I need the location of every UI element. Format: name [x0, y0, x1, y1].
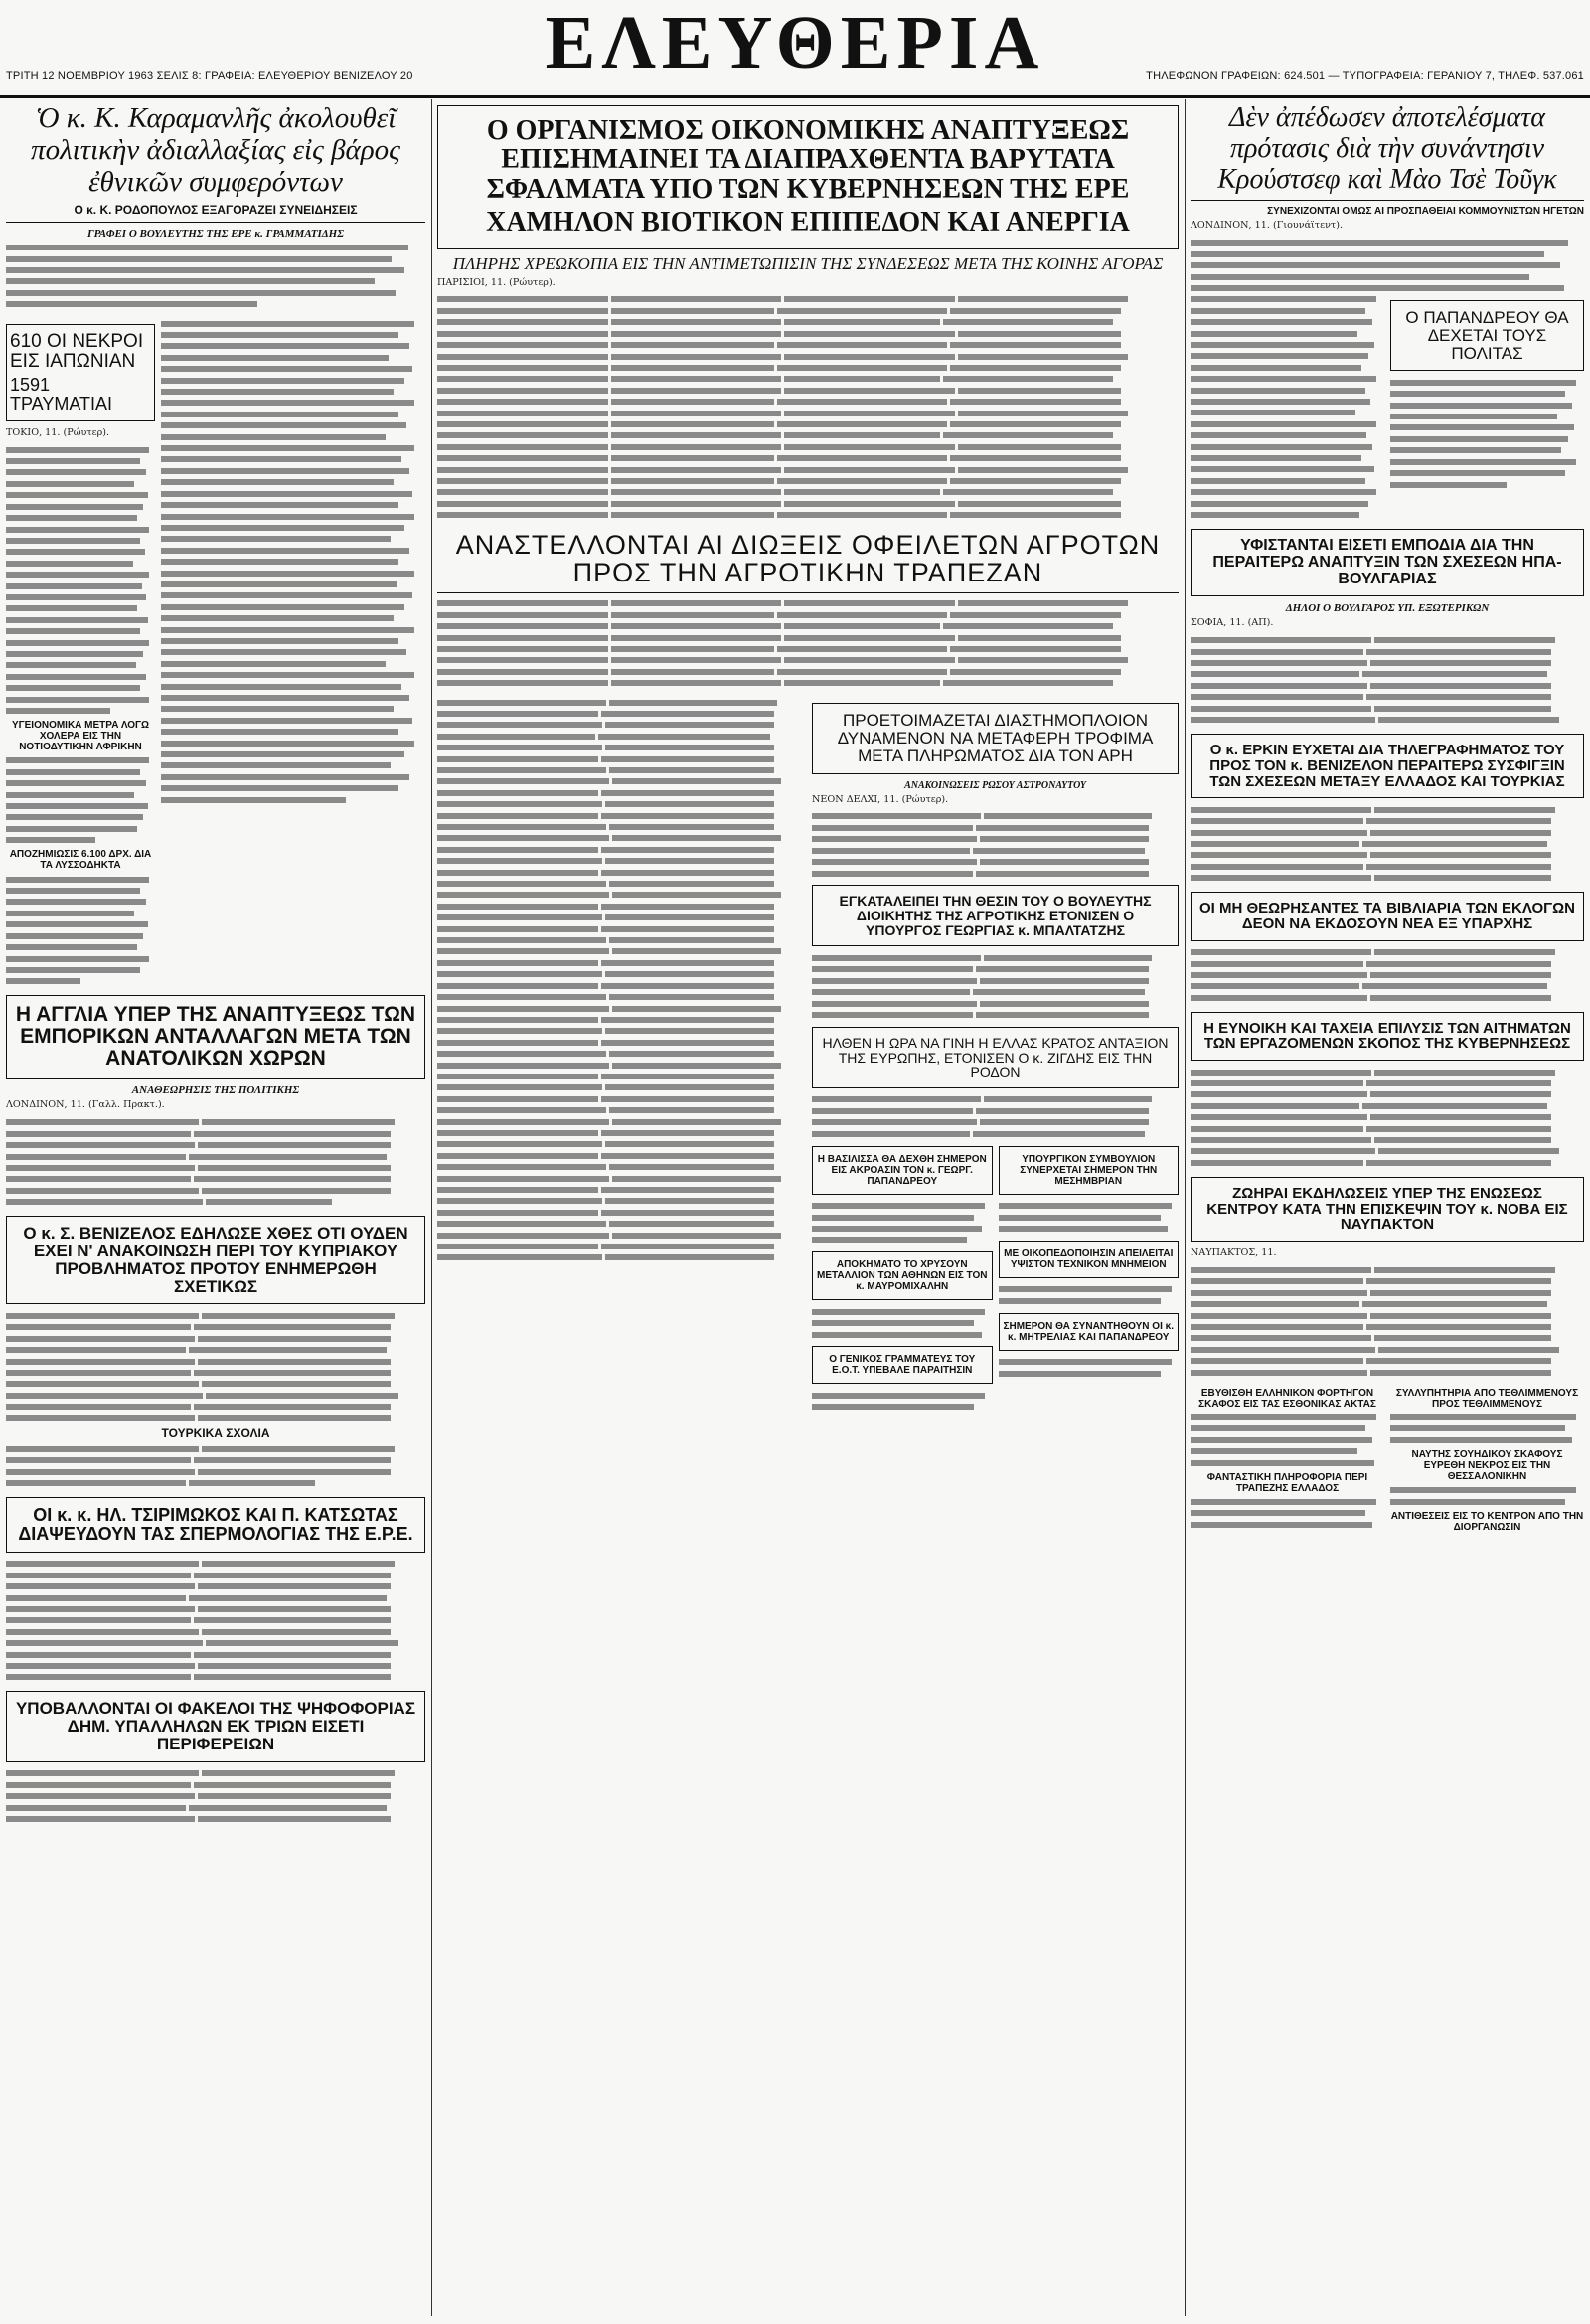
center-column: [437, 99, 1179, 2316]
article-text: [6, 243, 425, 310]
injured-headline: 1591 ΤΡΑΥΜΑΤΙΑΙ: [10, 374, 113, 414]
article-text: [1191, 1067, 1584, 1169]
article-text: [6, 1310, 425, 1423]
sailor-headline: ΝΑΥΤΗΣ ΣΟΥΗΔΙΚΟΥ ΣΚΑΦΟΥΣ ΕΥΡΕΘΗ ΝΕΚΡΟΣ ΕΙΣ ΤΗΝ ΘΕΣΣΑΛΟΝΙΚΗΝ: [1411, 1448, 1563, 1482]
masthead-phones: ΤΗΛΕΦΩΝΟΝ ΓΡΑΦΕΙΩΝ: 624.501 — ΤΥΠΟΓΡΑΦΕΙΑ: ΓΕΡΑΝΙΟΥ 7, ΤΗΛΕΦ. 537.061: [1146, 70, 1584, 82]
papandreou-headline: Ο ΠΑΠΑΝΔΡΕΟΥ ΘΑ ΔΕΧΕΤΑΙ ΤΟΥΣ ΠΟΛΙΤΑΣ: [1405, 307, 1569, 363]
eot-headline: Ο ΓΕΝΙΚΟΣ ΓΡΑΜΜΑΤΕΥΣ ΤΟΥ Ε.Ο.Τ. ΥΠΕΒΑΛΕ ΠΑΡΑΙΤΗΣΙΝ: [829, 1354, 976, 1377]
files-headline: ΥΠΟΒΑΛΛΟΝΤΑΙ ΟΙ ΦΑΚΕΛΟΙ ΤΗΣ ΨΗΦΟΦΟΡΙΑΣ ΔΗΜ. ΥΠΑΛΛΗΛΩΝ ΕΚ ΤΡΙΩΝ ΕΙΣΕΤΙ ΠΕΡΙΦΕΡΕΙΩΝ: [15, 1699, 416, 1754]
bulgaria-headline: ΥΦΙΣΤΑΝΤΑΙ ΕΙΣΕΤΙ ΕΜΠΟΔΙΑ ΔΙΑ ΤΗΝ ΠΕΡΑΙΤΕΡΩ ΑΝΑΠΤΥΞΙΝ ΤΩΝ ΣΧΕΣΕΩΝ ΗΠΑ-ΒΟΥΛΓΑΡΙΑΣ: [1212, 536, 1562, 587]
space-subhead: ΑΝΑΚΟΙΝΩΣΕΙΣ ΡΩΣΟΥ ΑΣΤΡΟΝΑΥΤΟΥ: [904, 779, 1086, 791]
article-text: [1191, 804, 1584, 884]
article-text: [6, 1443, 425, 1489]
condolences-headline: ΣΥΛΛΥΠΗΤΗΡΙΑ ΑΠΟ ΤΕΘΛΙΜΜΕΝΟΥΣ ΠΡΟΣ ΤΕΘΛΙΜΜΕΝΟΥΣ: [1395, 1387, 1579, 1410]
column-rule: [1185, 99, 1186, 2316]
europe-headline: ΗΛΘΕΝ Η ΩΡΑ ΝΑ ΓΙΝΗ Η ΕΛΛΑΣ ΚΡΑΤΟΣ ΑΝΤΑΞΙΟΝ ΤΗΣ ΕΥΡΩΠΗΣ, ΕΤΟΝΙΣΕΝ Ο κ. ΖΙΓΔΗΣ ΕΙΣ ΤΗΝ ΡΟΔΟΝ: [822, 1034, 1169, 1080]
article-text: [1191, 238, 1584, 294]
karamanlis-byline: ΓΡΑΦΕΙ Ο ΒΟΥΛΕΥΤΗΣ ΤΗΣ ΕΡΕ κ. ΓΡΑΜΜΑΤΙΔΗΣ: [86, 227, 345, 240]
article-text: [999, 1357, 1180, 1380]
paris-dateline: ΠΑΡΙΣΙΟΙ, 11. (Ρώυτερ).: [437, 276, 556, 288]
article-text: [1191, 294, 1384, 521]
right-column: [1191, 99, 1584, 2316]
article-text: [999, 1201, 1180, 1235]
monument-headline: ΜΕ ΟΙΚΟΠΕΔΟΠΟΙΗΣΙΝ ΑΠΕΙΛΕΙΤΑΙ ΥΨΙΣΤΟΝ ΤΕΧΝΙΚΟΝ ΜΝΗΜΕΙΟΝ: [1004, 1247, 1174, 1270]
article-text: [6, 1559, 425, 1683]
oecd-subhead: ΠΛΗΡΗΣ ΧΡΕΩΚΟΠΙΑ ΕΙΣ ΤΗΝ ΑΝΤΙΜΕΤΩΠΙΣΙΝ ΤΗΣ ΣΥΝΔΕΣΕΩΣ ΜΕΤΑ ΤΗΣ ΚΟΙΝΗΣ ΑΓΟΡΑΣ: [452, 253, 1164, 273]
agricultural-bank-headline: ΕΓΚΑΤΑΛΕΙΠΕΙ ΤΗΝ ΘΕΣΙΝ ΤΟΥ Ο ΒΟΥΛΕΥΤΗΣ ΔΙΟΙΚΗΤΗΣ ΤΗΣ ΑΓΡΟΤΙΚΗΣ ΕΤΟΝΙΣΕΝ Ο ΥΠΟΥΡΓΟΣ ΓΕΩΡΓΙΑΣ κ. ΜΠΑΛΤΑΤΖΗΣ: [839, 893, 1152, 938]
article-text: [1191, 1264, 1584, 1378]
article-text: [812, 952, 1179, 1020]
article-text: [6, 444, 155, 717]
khrushchev-headline: Δὲν ἀπέδωσεν ἀποτελέσματα πρότασις διὰ τὴν συνάντησιν Κρούστσεφ καὶ Μὰο Τσὲ Τοῦγκ: [1217, 102, 1557, 195]
article-text: [437, 598, 1179, 689]
newspaper-title: ΕΛΕΥΘΕΡΙΑ: [545, 1, 1045, 84]
article-text: [437, 697, 804, 1263]
booklets-headline: ΟΙ ΜΗ ΘΕΩΡΗΣΑΝΤΕΣ ΤΑ ΒΙΒΛΙΑΡΙΑ ΤΩΝ ΕΚΛΟΓΩΝ ΔΕΟΝ ΝΑ ΕΚΔΟΣΟΥΝ ΝΕΑ ΕΞ ΥΠΑΡΧΗΣ: [1199, 900, 1575, 932]
nafpaktos-headline: ΖΩΗΡΑΙ ΕΚΔΗΛΩΣΕΙΣ ΥΠΕΡ ΤΗΣ ΕΝΩΣΕΩΣ ΚΕΝΤΡΟΥ ΚΑΤΑ ΤΗΝ ΕΠΙΣΚΕΨΙΝ ΤΟΥ κ. ΝΟΒΑ ΕΙΣ ΝΑΥΠΑΚΤΟΝ: [1206, 1184, 1568, 1234]
oecd-headline: Ο ΟΡΓΑΝΙΣΜΟΣ ΟΙΚΟΝΟΜΙΚΗΣ ΑΝΑΠΤΥΞΕΩΣ ΕΠΙΣΗΜΑΙΝΕΙ ΤΑ ΔΙΑΠΡΑΧΘΕΝΤΑ ΒΑΡΥΤΑΤΑ ΣΦΑΛΜΑΤΑ ΥΠΟ ΤΩΝ ΚΥΒΕΡΝΗΣΕΩΝ ΤΗΣ ΕΡΕ: [486, 115, 1130, 205]
masthead-date-address: ΤΡΙΤΗ 12 ΝΟΕΜΒΡΙΟΥ 1963 ΣΕΛΙΣ 8: ΓΡΑΦΕΙΑ: ΕΛΕΥΘΕΡΙΟΥ ΒΕΝΙΖΕΛΟΥ 20: [6, 70, 413, 82]
africa-headline: ΥΓΕΙΟΝΟΜΙΚΑ ΜΕΤΡΑ ΛΟΓΩ ΧΟΛΕΡΑ ΕΙΣ ΤΗΝ ΝΟΤΙΟΔΥΤΙΚΗΝ ΑΦΡΙΚΗΝ: [11, 719, 150, 752]
column-rule: [431, 99, 432, 2316]
article-text: [812, 1201, 993, 1246]
article-text: [1191, 1497, 1384, 1531]
article-text: [812, 1306, 993, 1340]
article-text: [1191, 635, 1584, 726]
nafpaktos-dateline: ΝΑΥΠΑΚΤΟΣ, 11.: [1191, 1247, 1277, 1259]
article-text: [812, 1390, 993, 1412]
london-dateline: ΛΟΝΔΙΝΟΝ, 11. (Γαλλ. Πρακτ.).: [6, 1099, 165, 1111]
article-text: [6, 755, 155, 846]
ship-headline: ΕΒΥΘΙΣΘΗ ΕΛΛΗΝΙΚΟΝ ΦΟΡΤΗΓΟΝ ΣΚΑΦΟΣ ΕΙΣ ΤΑΣ ΕΣΘΟΝΙΚΑΣ ΑΚΤΑΣ: [1198, 1387, 1376, 1410]
conflicts-headline: ΑΝΤΙΘΕΣΕΙΣ ΕΙΣ ΤΟ ΚΕΝΤΡΟΝ ΑΠΟ ΤΗΝ ΔΙΟΡΓΑΝΩΣΙΝ: [1390, 1510, 1584, 1533]
article-text: [812, 811, 1179, 879]
cabinet-headline: ΥΠΟΥΡΓΙΚΟΝ ΣΥΜΒΟΥΛΙΟΝ ΣΥΝΕΡΧΕΤΑΙ ΣΗΜΕΡΟΝ ΤΗΝ ΜΕΣΗΜΒΡΙΑΝ: [1020, 1153, 1158, 1187]
dead-headline: 610 ΟΙ ΝΕΚΡΟΙ ΕΙΣ ΙΑΠΩΝΙΑΝ: [10, 331, 144, 373]
erkin-headline: Ο κ. ΕΡΚΙΝ ΕΥΧΕΤΑΙ ΔΙΑ ΤΗΛΕΓΡΑΦΗΜΑΤΟΣ ΤΟΥ ΠΡΟΣ ΤΟΝ κ. ΒΕΝΙΖΕΛΟΝ ΠΕΡΑΙΤΕΡΩ ΣΥΣΦΙΓΞΙΝ ΤΩΝ ΣΧΕΣΕΩΝ ΜΕΤΑΞΥ ΕΛΛΑΔΟΣ ΚΑΙ ΤΟΥΡΚΙΑΣ: [1209, 742, 1565, 790]
bulgaria-subhead: ΔΗΛΟΙ Ο ΒΟΥΛΓΑΡΟΣ ΥΠ. ΕΞΩΤΕΡΙΚΩΝ: [1285, 602, 1490, 615]
article-text: [1390, 1412, 1584, 1446]
workers-headline: Η ΕΥΝΟΙΚΗ ΚΑΙ ΤΑΧΕΙΑ ΕΠΙΛΥΣΙΣ ΤΩΝ ΑΙΤΗΜΑΤΩΝ ΤΩΝ ΕΡΓΑΖΟΜΕΝΩΝ ΣΚΟΠΟΣ ΤΗΣ ΚΥΒΕΡΝΗΣΕΩΣ: [1203, 1019, 1571, 1053]
london-dateline-2: ΛΟΝΔΙΝΟΝ, 11. (Γιουνάϊτεντ).: [1191, 220, 1344, 232]
article-text: [812, 1094, 1179, 1140]
england-subhead: ΑΝΑΘΕΩΡΗΣΙΣ ΤΗΣ ΠΟΛΙΤΙΚΗΣ: [131, 1084, 300, 1097]
tsirimokos-headline: ΟΙ κ. κ. ΗΛ. ΤΣΙΡΙΜΩΚΟΣ ΚΑΙ Π. ΚΑΤΣΩΤΑΣ ΔΙΑΨΕΥΔΟΥΝ ΤΑΣ ΣΠΕΡΜΟΛΟΓΙΑΣ ΤΗΣ Ε.Ρ.Ε.: [18, 1505, 413, 1544]
sofia-dateline: ΣΟΦΙΑ, 11. (ΑΠ).: [1191, 617, 1274, 629]
delhi-dateline: ΝΕΟΝ ΔΕΛΧΙ, 11. (Ρώυτερ).: [812, 793, 949, 805]
compensation-headline: ΑΠΟΖΗΜΙΩΣΙΣ 6.100 ΔΡΧ. ΔΙΑ ΤΑ ΛΥΣΣΟΔΗΚΤΑ: [9, 849, 152, 872]
khrushchev-subhead: ΣΥΝΕΧΙΖΟΝΤΑΙ ΟΜΩΣ ΑΙ ΠΡΟΣΠΑΘΕΙΑΙ ΚΟΜΜΟΥΝΙΣΤΩΝ ΗΓΕΤΩΝ: [1267, 206, 1584, 218]
dateline: ΤΟΚΙΟ, 11. (Ρώυτερ).: [6, 426, 110, 438]
left-column: [6, 99, 425, 2316]
turkish-comments-subhead: ΤΟΥΡΚΙΚΑ ΣΧΟΛΙΑ: [161, 1426, 270, 1441]
article-text: [6, 874, 155, 987]
article-text: [1390, 1485, 1584, 1508]
article-text: [437, 294, 1179, 521]
masthead: [0, 0, 1590, 98]
oecd-headline-2: ΧΑΜΗΛΟΝ ΒΙΟΤΙΚΟΝ ΕΠΙΠΕΔΟΝ ΚΑΙ ΑΝΕΡΓΙΑ: [486, 207, 1130, 239]
article-text: [6, 1768, 425, 1825]
article-text: [1191, 947, 1584, 1004]
article-text: [1191, 1412, 1384, 1469]
article-text: [1390, 377, 1584, 490]
venizelos-headline: Ο κ. Σ. ΒΕΝΙΖΕΛΟΣ ΕΔΗΛΩΣΕ ΧΘΕΣ ΟΤΙ ΟΥΔΕΝ ΕΧΕΙ Ν' ΑΝΑΚΟΙΝΩΣΗ ΠΕΡΙ ΤΟΥ ΚΥΠΡΙΑΚΟΥ ΠΡΟΒΛΗΜΑΤΟΣ ΠΡΟΤΟΥ ΕΝΗΜΕΡΩΘΗ ΣΧΕΤΙΚΩΣ: [23, 1224, 408, 1296]
queen-headline: Η ΒΑΣΙΛΙΣΣΑ ΘΑ ΔΕΧΘΗ ΣΗΜΕΡΟΝ ΕΙΣ ΑΚΡΟΑΣΙΝ ΤΟΝ κ. ΓΕΩΡΓ. ΠΑΠΑΝΔΡΕΟΥ: [817, 1153, 987, 1187]
meeting-headline: ΣΗΜΕΡΟΝ ΘΑ ΣΥΝΑΝΤΗΘΟΥΝ ΟΙ κ. κ. ΜΗΤΡΕΛΙΑΣ ΚΑΙ ΠΑΠΑΝΔΡΕΟΥ: [1003, 1320, 1174, 1343]
space-headline: ΠΡΟΕΤΟΙΜΑΖΕΤΑΙ ΔΙΑΣΤΗΜΟΠΛΟΙΟΝ ΔΥΝΑΜΕΝΟΝ ΝΑ ΜΕΤΑΦΕΡΗ ΤΡΟΦΙΜΑ ΜΕΤΑ ΠΛΗΡΩΜΑΤΟΣ ΔΙΑ ΤΟΝ ΑΡΗ: [837, 711, 1154, 765]
article-text: [999, 1284, 1180, 1307]
gold-medal-headline: ΑΠΟΚΗΜΑΤΟ ΤΟ ΧΡΥΣΟΥΝ ΜΕΤΑΛΛΙΟΝ ΤΩΝ ΑΘΗΝΩΝ ΕΙΣ ΤΟΝ κ. ΜΑΥΡΟΜΙΧΑΛΗΝ: [817, 1259, 988, 1293]
farmers-debts-headline: ΑΝΑΣΤΕΛΛΟΝΤΑΙ ΑΙ ΔΙΩΞΕΙΣ ΟΦΕΙΛΕΤΩΝ ΑΓΡΟΤΩΝ ΠΡΟΣ ΤΗΝ ΑΓΡΟΤΙΚΗΝ ΤΡΑΠΕΖΑΝ: [455, 530, 1161, 588]
karamanlis-headline: Ὁ κ. Κ. Καραμανλῆς ἀκολουθεῖ πολιτικὴν ἀδιαλλαξίας εἰς βάρος ἐθνικῶν συμφερόντων: [31, 102, 400, 198]
article-text: [6, 1117, 425, 1208]
article-text: [161, 318, 425, 805]
bank-headline: ΦΑΝΤΑΣΤΙΚΗ ΠΛΗΡΟΦΟΡΙΑ ΠΕΡΙ ΤΡΑΠΕΖΗΣ ΕΛΛΑΔΟΣ: [1206, 1471, 1368, 1494]
karamanlis-subhead: Ο κ. Κ. ΡΟΔΟΠΟΥΛΟΣ ΕΞΑΓΟΡΑΖΕΙ ΣΥΝΕΙΔΗΣΕΙΣ: [74, 202, 358, 217]
england-headline: Η ΑΓΓΛΙΑ ΥΠΕΡ ΤΗΣ ΑΝΑΠΤΥΞΕΩΣ ΤΩΝ ΕΜΠΟΡΙΚΩΝ ΑΝΤΑΛΛΑΓΩΝ ΜΕΤΑ ΤΩΝ ΑΝΑΤΟΛΙΚΩΝ ΧΩΡΩΝ: [15, 1003, 416, 1071]
